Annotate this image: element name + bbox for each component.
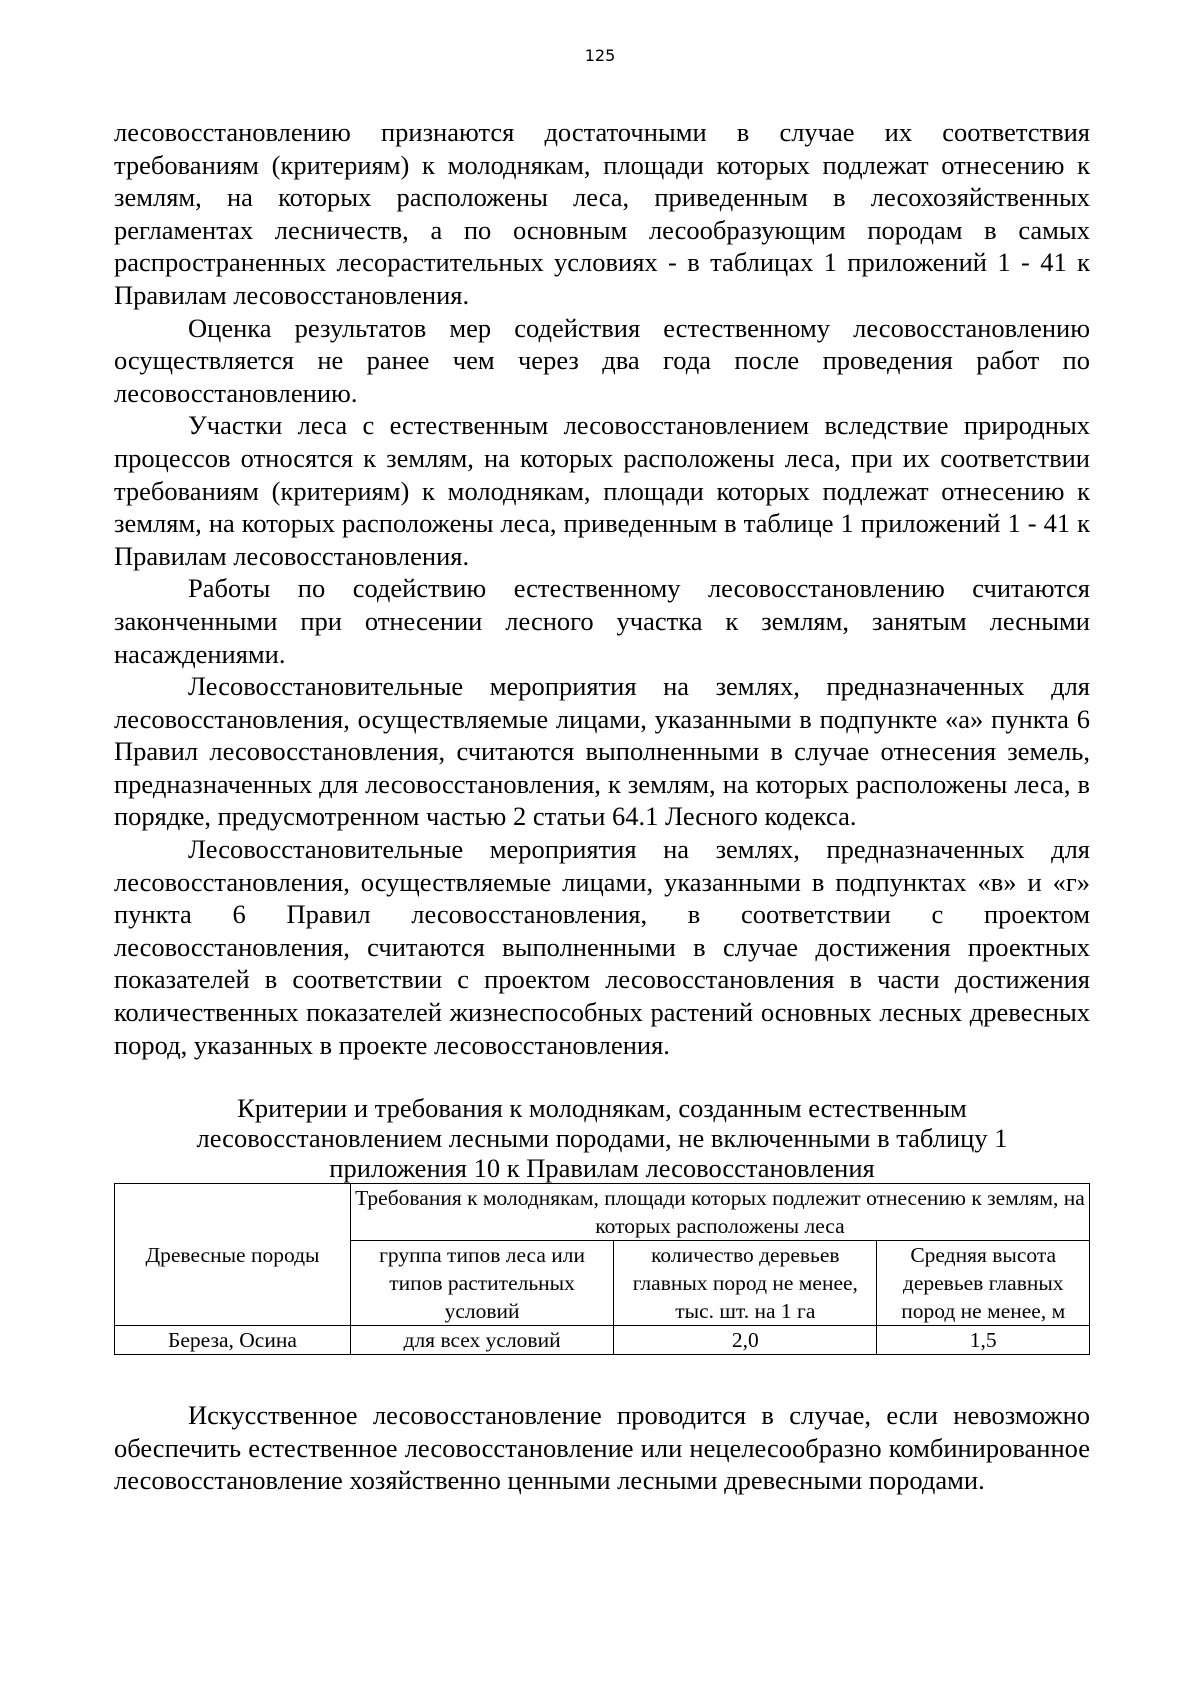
paragraph: лесовосстановлению признаются достаточными в случае их соответствия требованиям (критериям) к молоднякам, площади которых подлежат отнесению к землям, на которых расположены леса, приведенным в лесохозяйственных регламентах лесничеств, а по основным лесообразующим породам в самых распространенных лесорастительных условиях - в таблицах 1 приложений 1 - 41 к Правилам лесовосстановления. <box>114 117 1090 310</box>
cell-forest-type: для всех условий <box>350 1326 613 1355</box>
table-caption <box>114 1093 1090 1183</box>
table-caption-line: приложения 10 к Правилам лесовосстановления <box>329 1153 875 1184</box>
paragraph: Лесовосстановительные мероприятия на землях, предназначенных для лесовосстановления, осуществляемые лицами, указанными в подпунктах «в» и «г» пункта 6 Правил лесовосстановления, в соответствии с проектом лесовосстановления, считаются выполненными в случае достижения проектных показателей в соответствии с проектом лесовосстановления в части достижения количественных показателей жизнеспособных растений основных лесных древесных пород, указанных в проекте лесовосстановления. <box>114 834 1090 1060</box>
cell-height: 1,5 <box>877 1326 1090 1355</box>
paragraph: Работы по содействию естественному лесовосстановлению считаются законченными при отнесении лесного участка к землям, занятым лесными насаждениями. <box>114 573 1090 669</box>
header-requirements: Требования к молоднякам, площади которых подлежит отнесению к землям, на которых расположены леса <box>350 1184 1089 1241</box>
paragraph: Оценка результатов мер содействия естественному лесовосстановлению осуществляется не ранее чем через два года после проведения работ по лесовосстановлению. <box>114 312 1090 408</box>
paragraph: Лесовосстановительные мероприятия на землях, предназначенных для лесовосстановления, осуществляемые лицами, указанными в подпункте «а» пункта 6 Правил лесовосстановления, считаются выполненными в случае отнесения земель, предназначенных для лесовосстановления, к землям, на которых расположены леса, в порядке, предусмотренном частью 2 статьи 64.1 Лесного кодекса. <box>114 671 1090 832</box>
header-species: Древесные породы <box>115 1184 351 1326</box>
table-row <box>115 1326 1090 1355</box>
paragraph: Участки леса с естественным лесовосстановлением вследствие природных процессов относятся к землям, на которых расположены леса, при их соответствии требованиям (критериям) к молоднякам, площади которых подлежат отнесению к землям, на которых расположены леса, приведенным в таблице 1 приложений 1 - 41 к Правилам лесовосстановления. <box>114 410 1090 571</box>
cell-tree-count: 2,0 <box>614 1326 877 1355</box>
document-body <box>114 116 1090 1497</box>
table-caption-line: Критерии и требования к молоднякам, созданным естественным <box>237 1093 967 1124</box>
table-caption-line: лесовосстановлением лесными породами, не включенными в таблицу 1 <box>196 1123 1008 1154</box>
cell-species: Береза, Осина <box>115 1326 351 1355</box>
table-header-row <box>115 1184 1090 1241</box>
header-forest-type: группа типов леса или типов растительных условий <box>350 1241 613 1326</box>
header-height: Средняя высота деревьев главных пород не менее, м <box>877 1241 1090 1326</box>
paragraph: Искусственное лесовосстановление проводится в случае, если невозможно обеспечить естественное лесовосстановление или нецелесообразно комбинированное лесовосстановление хозяйственно ценными лесными древесными породами. <box>114 1400 1090 1496</box>
header-tree-count: количество деревьев главных пород не менее, тыс. шт. на 1 га <box>614 1241 877 1326</box>
page-number: 125 <box>584 46 616 65</box>
criteria-table <box>114 1183 1090 1355</box>
